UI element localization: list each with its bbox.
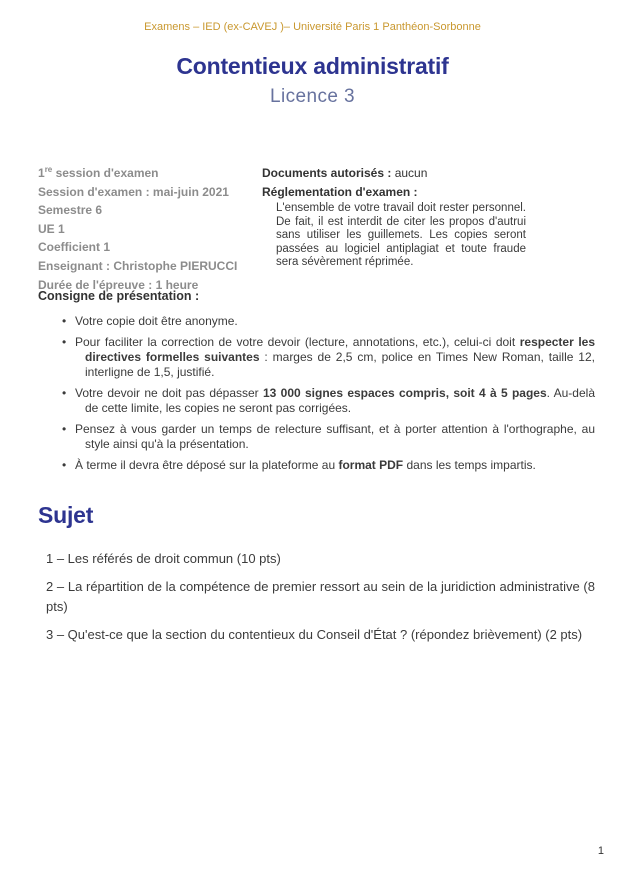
regulation-paragraph: L'ensemble de votre travail doit rester personnel. De fait, il est interdit de citer les propos d'autrui sans utiliser les guillemets. Les copies seront passées au logiciel antiplagiat et toute fraude sera sévèrement réprimée. [276,202,526,269]
session-number: 1 [38,166,45,180]
regulation-heading: Réglementation d'examen : [262,185,418,199]
question-1: 1 – Les référés de droit commun (10 pts) [46,551,281,566]
exam-session-line [38,164,262,183]
instruction-item-pdf-upload: • À terme il devra être déposé sur la plateforme au format PDF dans les temps impartis. [38,458,595,473]
session-label: session d'examen [52,166,159,180]
exam-info-column [38,164,262,294]
instruction-list [38,314,595,478]
authorized-documents-label: Documents autorisés : [262,166,392,180]
instruction-item-proofreading: • Pensez à vous garder un temps de relecture suffisant, et à porter attention à l'orthographe, au style ainsi qu'à la présentation. [38,422,595,452]
instruction-item-length-limit: • Votre devoir ne doit pas dépasser 13 000 signes espaces compris, soit 4 à 5 pages. Au-delà de cette limite, les copies ne seront pas corrigées. [38,386,595,416]
ue-line: UE 1 [38,221,65,236]
page-number: 1 [597,845,604,857]
semester-line: Semestre 6 [38,203,103,218]
authorized-documents-line [262,164,530,183]
institution-header: Examens – IED (ex-CAVEJ )– Université Paris 1 Panthéon-Sorbonne [144,21,481,33]
question-3: 3 – Qu'est-ce que la section du contentieux du Conseil d'État ? (répondez brièvement) (2 pts) [46,626,583,642]
duration-line: Durée de l'épreuve : 1 heure [38,277,199,292]
degree-level: Licence 3 [270,86,355,107]
exam-details-section [38,164,595,294]
session-ordinal-suffix: re [44,165,53,174]
subject-heading: Sujet [38,502,94,528]
exam-rules-column [262,164,530,270]
presentation-instructions-heading: Consigne de présentation : [38,289,200,303]
coefficient-line: Coefficient 1 [38,240,111,255]
course-title: Contentieux administratif [176,53,449,79]
question-2: 2 – La répartition de la compétence de premier ressort au sein de la juridiction administrative (8 pts) [46,579,595,614]
instruction-item-formatting: • Pour faciliter la correction de votre devoir (lecture, annotations, etc.), celui-ci doit respecter les directives formelles suivantes : marges de 2,5 cm, police en Times New Roman, taille 12, interligne de 1,5, justifié. [38,335,595,381]
teacher-line: Enseignant : Christophe PIERUCCI [38,258,238,273]
authorized-documents-value: aucun [391,166,428,180]
instruction-item-anonymity: • Votre copie doit être anonyme. [38,314,595,329]
exam-date-line: Session d'examen : mai-juin 2021 [38,184,229,199]
questions-section [46,549,595,653]
